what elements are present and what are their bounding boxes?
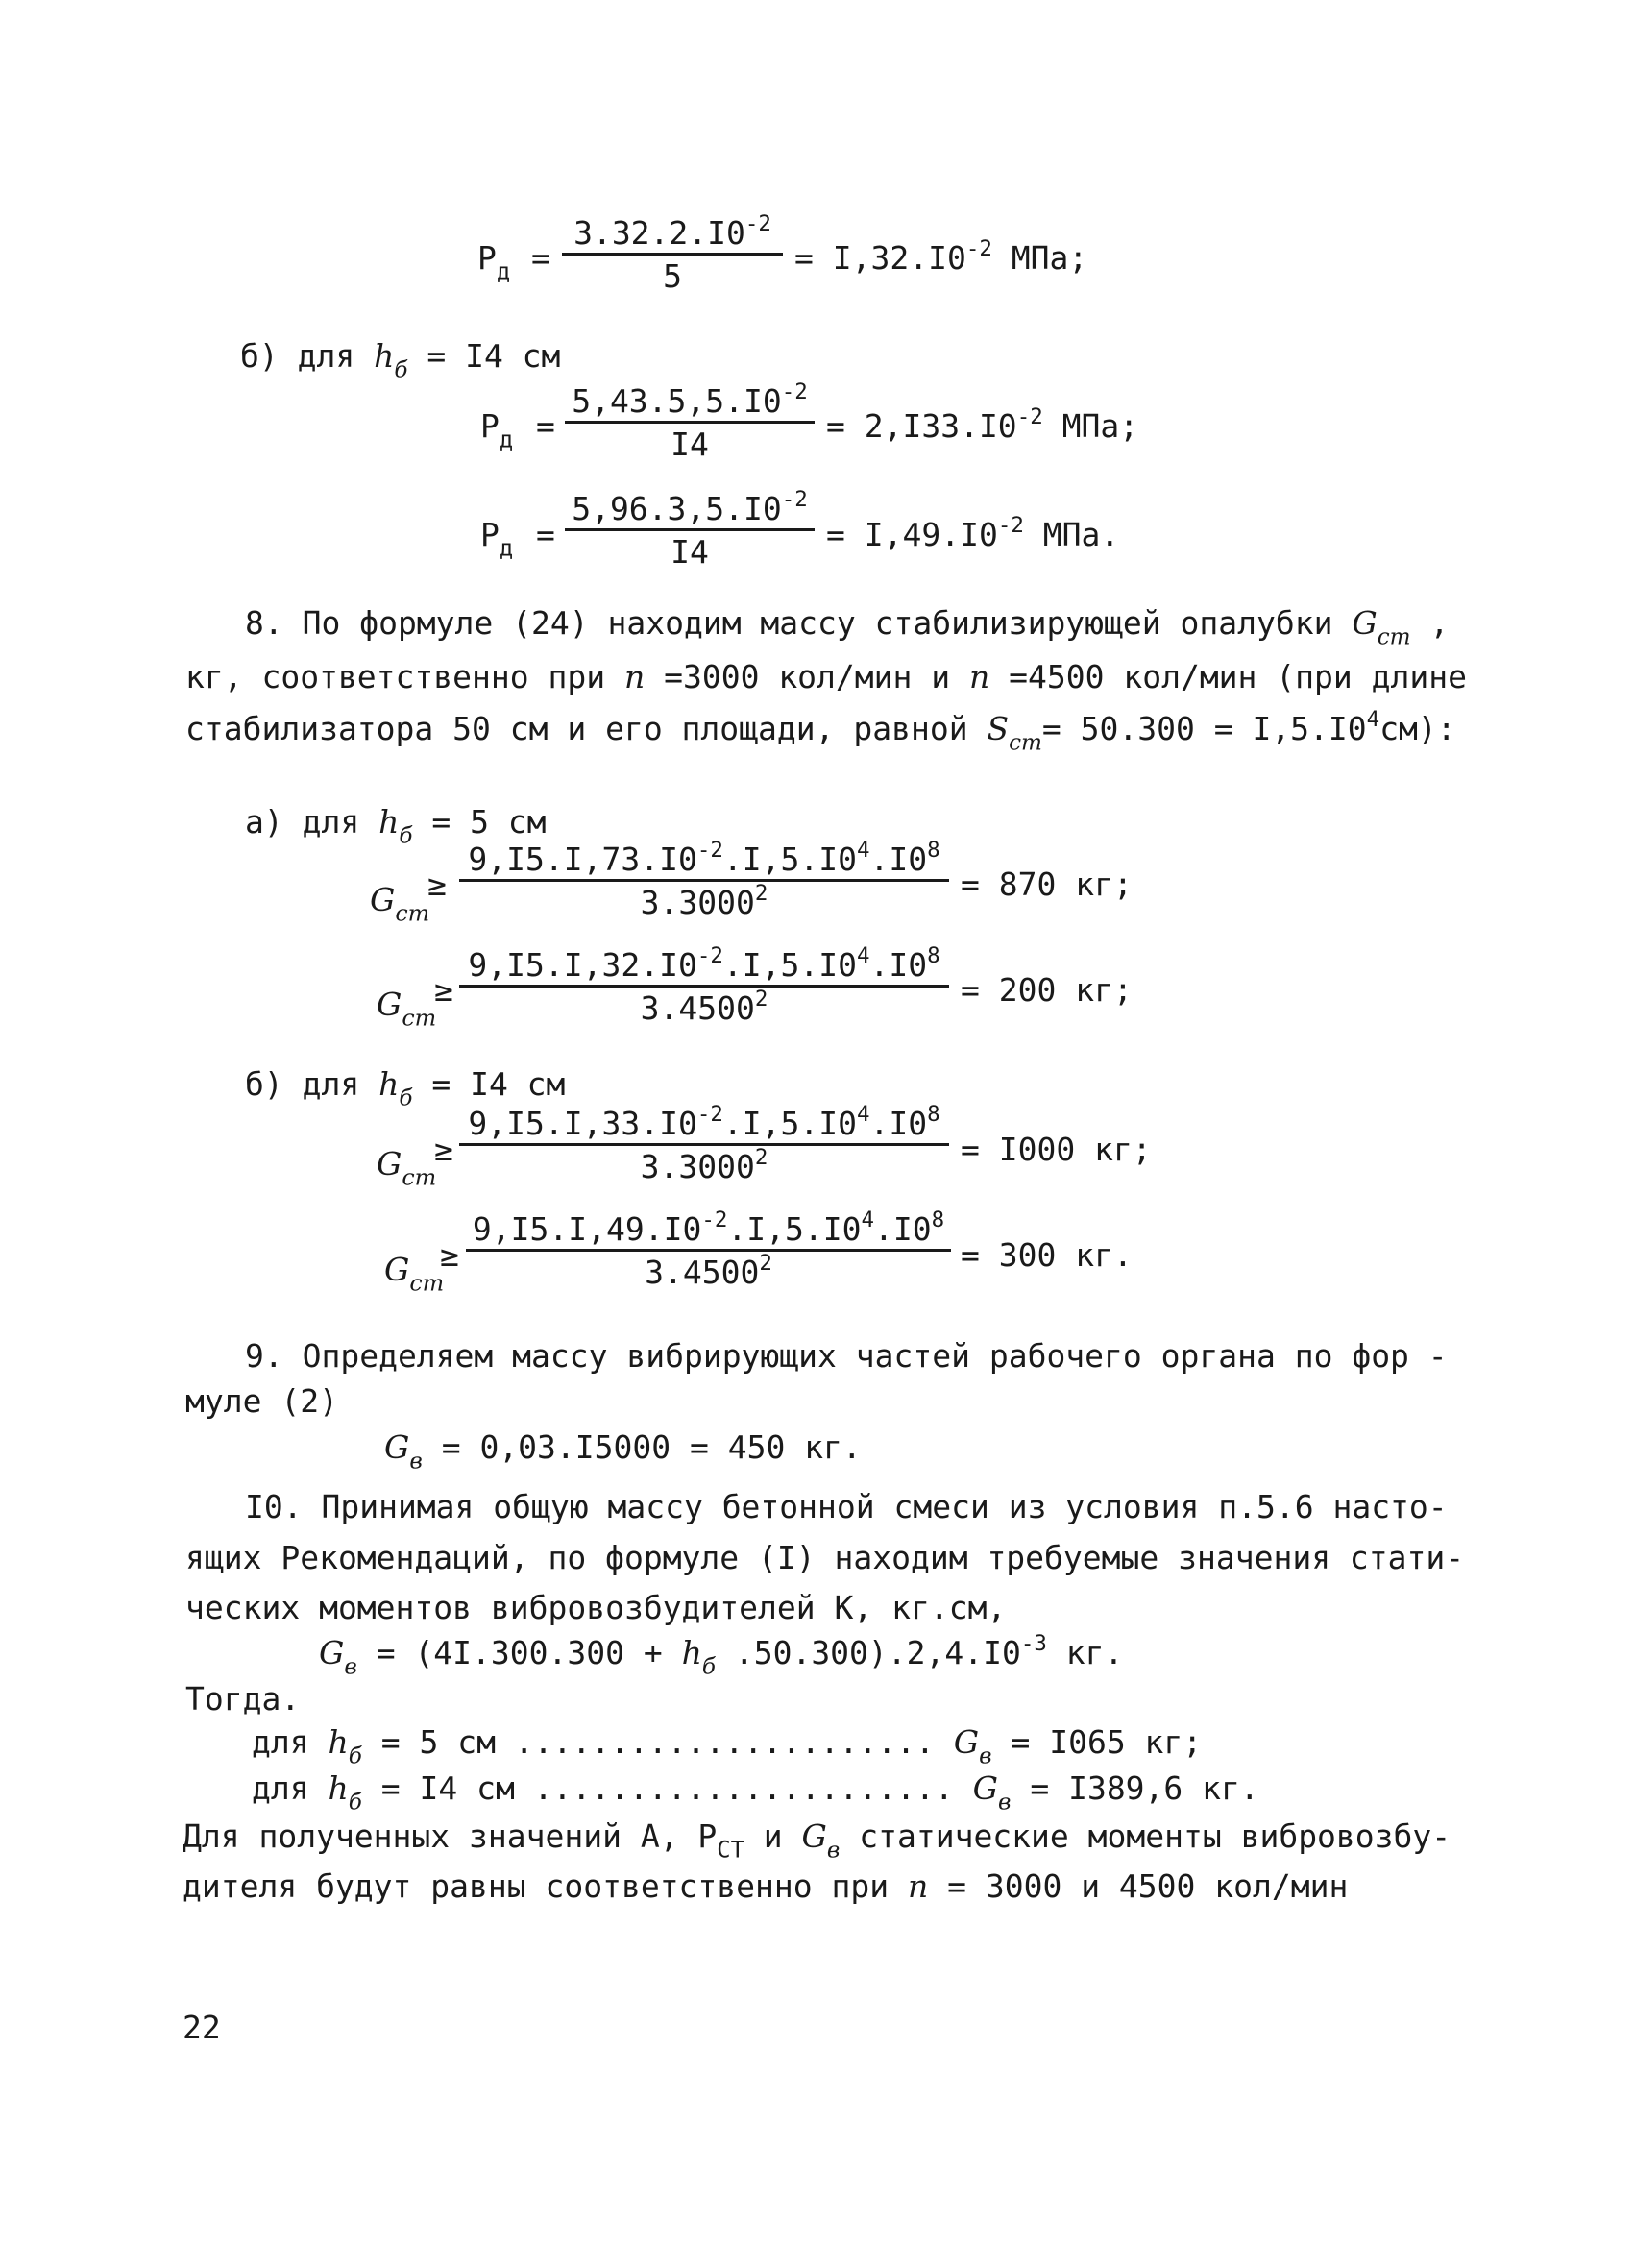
fraction: $\frac{5,96.3,5.I0^{-2}}{I4}$ bbox=[565, 490, 815, 571]
item-10-line-1: I0. Принимая общую массу бетонной смеси из условия п.5.6 насто- bbox=[245, 1488, 1448, 1525]
page-number: 22 bbox=[183, 2009, 221, 2046]
geq-sign: ≥ bbox=[434, 1131, 453, 1168]
part-b-heading-2: б) для $h_б = I4$ см bbox=[245, 1065, 566, 1111]
equals-sign: = bbox=[531, 239, 550, 277]
formula-rhs: = $I,49.I0^{-2}$ МПа. bbox=[826, 513, 1120, 553]
item-9-line-1: 9. Определяем массу вибрирующих частей рабочего органа по фор - bbox=[245, 1337, 1448, 1375]
item-10-line-3: ческих моментов вибровозбудителей К, кг.см, bbox=[185, 1589, 1007, 1626]
formula-lhs: $P_д$ bbox=[480, 516, 514, 562]
formula-lhs: $G_{cm}$ bbox=[384, 1251, 445, 1297]
geq-sign: ≥ bbox=[440, 1236, 459, 1274]
formula-rhs: = $2,I33.I0^{-2}$ МПа; bbox=[826, 404, 1139, 445]
formula-lhs: $G_{cm}$ bbox=[377, 986, 437, 1032]
fraction: $\frac{9,I5.I,32.I0^{-2}.I,5.I0^4.I0^8}{3.4500^2}$ bbox=[459, 946, 949, 1027]
part-b-heading-1: б) для $h_б = I4$ см bbox=[240, 337, 561, 383]
item-8-line-2: кг, соответственно при n =3000 кол/мин и n =4500 кол/мин (при длине bbox=[185, 658, 1467, 695]
item-8-line-1: 8. По формуле (24) находим массу стабилизирующей опалубки $G_{cm}$ , bbox=[245, 604, 1450, 650]
geq-sign: ≥ bbox=[434, 971, 453, 1009]
item-10-last-line-1: Для полученных значений А, $P_{CT}$ и $G_в$ статические моменты вибровозбу- bbox=[183, 1817, 1451, 1864]
result-row-2: для $h_б = I4$ см ...................... $G_в = I389,6$ кг. bbox=[252, 1769, 1259, 1816]
item-10-formula: $G_в = (4I.300.300 + h_б$ $.50.300).2,4.I0^{-3}$ кг. bbox=[319, 1631, 1124, 1680]
fraction: $\frac{5,43.5,5.I0^{-2}}{I4}$ bbox=[565, 382, 815, 463]
geq-sign: ≥ bbox=[427, 866, 447, 903]
formula-lhs: $P_д$ bbox=[477, 239, 511, 285]
formula-rhs: = 200 кг; bbox=[961, 971, 1133, 1009]
item-10-line-2: ящих Рекомендаций, по формуле (I) находим требуемые значения стати- bbox=[185, 1539, 1465, 1576]
part-a-heading-2: а) для $h_б = 5$ см bbox=[245, 803, 547, 849]
formula-rhs: = 870 кг; bbox=[961, 866, 1133, 903]
result-row-1: для $h_б = 5$ см ...................... $G_в = I065$ кг; bbox=[252, 1723, 1203, 1769]
item-9-formula: $G_в = 0,03.I5000 = 450$ кг. bbox=[384, 1428, 862, 1475]
formula-rhs: = 300 кг. bbox=[961, 1236, 1133, 1274]
fraction: $\frac{9,I5.I,33.I0^{-2}.I,5.I0^4.I0^8}{3.3000^2}$ bbox=[459, 1105, 949, 1185]
item-8-line-3: стабилизатора 50 см и его площади, равной $S_{cm}= 50.300 = I,5.I0^4см$): bbox=[185, 707, 1456, 756]
fraction: $\frac{9,I5.I,73.I0^{-2}.I,5.I0^4.I0^8}{3.3000^2}$ bbox=[459, 841, 949, 921]
formula-rhs: = I000 кг; bbox=[961, 1131, 1152, 1168]
formula-lhs: $P_д$ bbox=[480, 407, 514, 453]
item-9-line-2: муле (2) bbox=[185, 1382, 338, 1420]
fraction: $\frac{9,I5.I,49.I0^{-2}.I,5.I0^4.I0^8}{3.4500^2}$ bbox=[466, 1210, 951, 1291]
fraction: $\frac{3.32.2.I0^{-2}}{5}$ bbox=[562, 214, 783, 295]
formula-lhs: $G_{cm}$ bbox=[377, 1145, 437, 1191]
item-10-last-line-2: дителя будут равны соответственно при n = 3000 и 4500 кол/мин bbox=[183, 1867, 1349, 1905]
formula-lhs: $G_{cm}$ bbox=[370, 881, 430, 927]
formula-rhs: = $I,32.I0^{-2}$ МПа; bbox=[794, 236, 1088, 277]
equals-sign: = bbox=[536, 516, 555, 553]
item-10-then: Тогда. bbox=[185, 1680, 301, 1718]
equals-sign: = bbox=[536, 407, 555, 445]
